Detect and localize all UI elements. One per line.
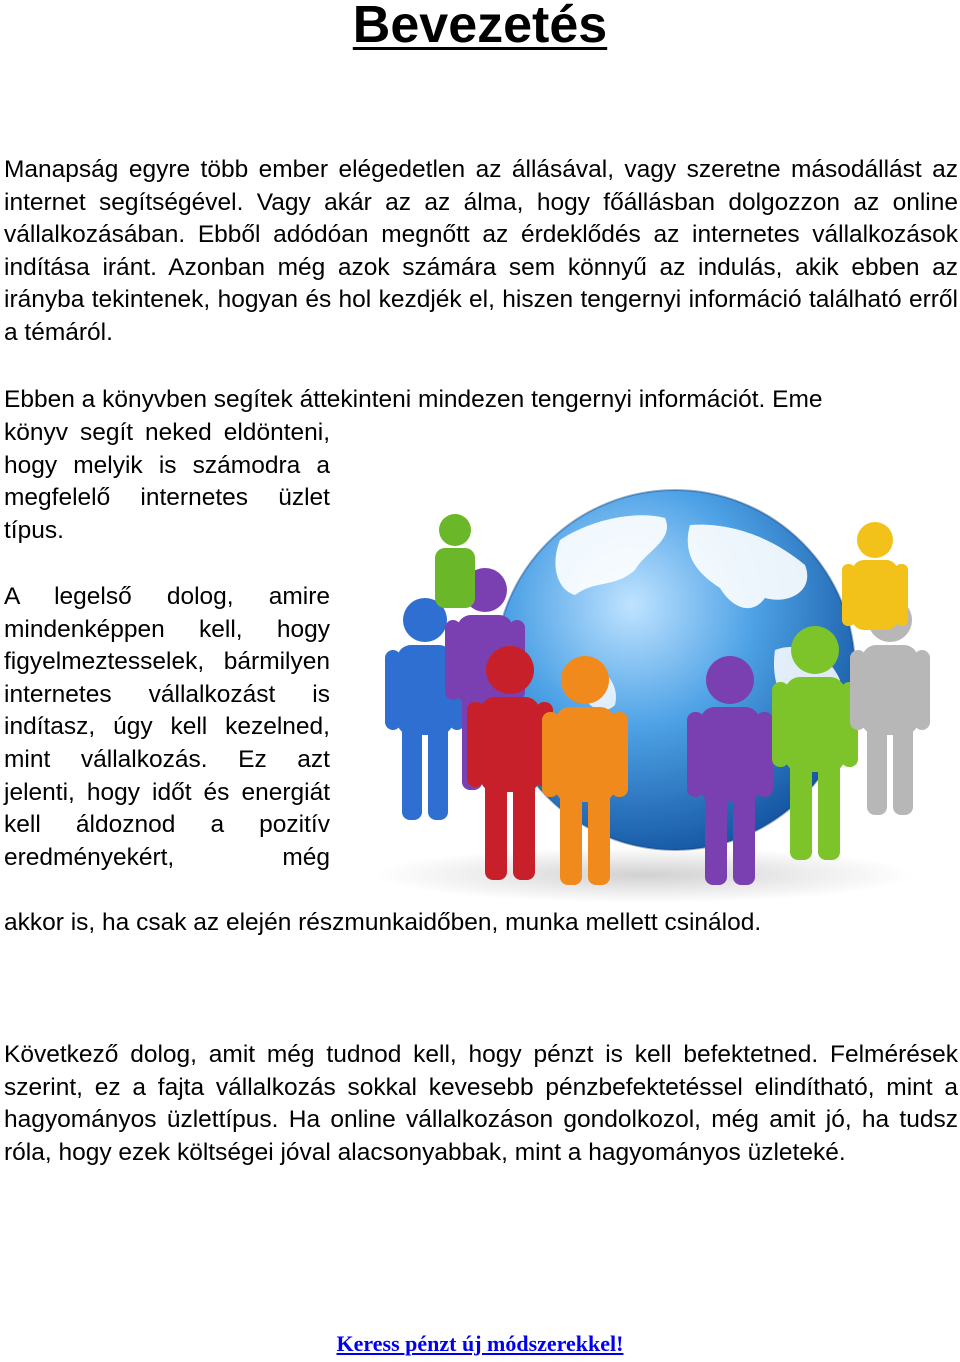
page-title: [0, 0, 960, 56]
next-thing-paragraph: Következő dolog, amit még tudnod kell, hogy pénzt is kell befektetned. Felmérések szerint, ez a fajta vállalkozás sokkal kevesebb pénzbefektetéssel elindítható, mint a hagyományos üzlettípus. Ha online vállalkozáson gondolkozol, még amit jó, ha tudsz róla, hogy ezek költségei jóval alacsonyabbak, mint a hagyományos üzleteké.: [4, 1041, 958, 1166]
person-figure-gray: [850, 598, 930, 815]
footer-link[interactable]: Keress pénzt új módszerekkel!: [336, 1331, 624, 1356]
book-paragraph-line-1: Ebben a könyvben segítek áttekinteni mindezen tengernyi információt. Eme: [4, 386, 823, 413]
page-title-text: Bevezetés: [352, 0, 608, 54]
intro-paragraph: Manapság egyre több ember elégedetlen az állásával, vagy szeretne másodállást az internet segítségével. Vagy akár az az álma, hogy főállásban dolgozzon az online vállalkozásában. Ebből adódóan megnőtt az érdeklődés az internetes vállalkozások indítása iránt. Azonban még azok számára sem könnyű az indulás, akik ebben az irányba tekintenek, hogyan és hol kezdjék el, hiszen tengernyi információ található erről a témáról.: [4, 156, 958, 346]
book-paragraph-rest: könyv segít neked eldönteni, hogy melyik is számodra a megfelelő internetes üzlet típus.: [4, 419, 330, 544]
person-figure-green-small: [435, 514, 475, 608]
first-thing-paragraph: A legelső dolog, amire mindenképpen kell, hogy figyelmeztesselek, bármilyen internetes vállalkozást is indítasz, úgy kell kezelned, mint vállalkozás. Ez azt jelenti, hogy időt és energiát kell áldoznod a pozitív eredményekért, még: [4, 583, 330, 871]
globe-people-illustration: [345, 470, 945, 910]
person-figure-yellow: [842, 522, 908, 630]
first-thing-paragraph-end: akkor is, ha csak az elején részmunkaidőben, munka mellett csinálod.: [4, 909, 762, 936]
